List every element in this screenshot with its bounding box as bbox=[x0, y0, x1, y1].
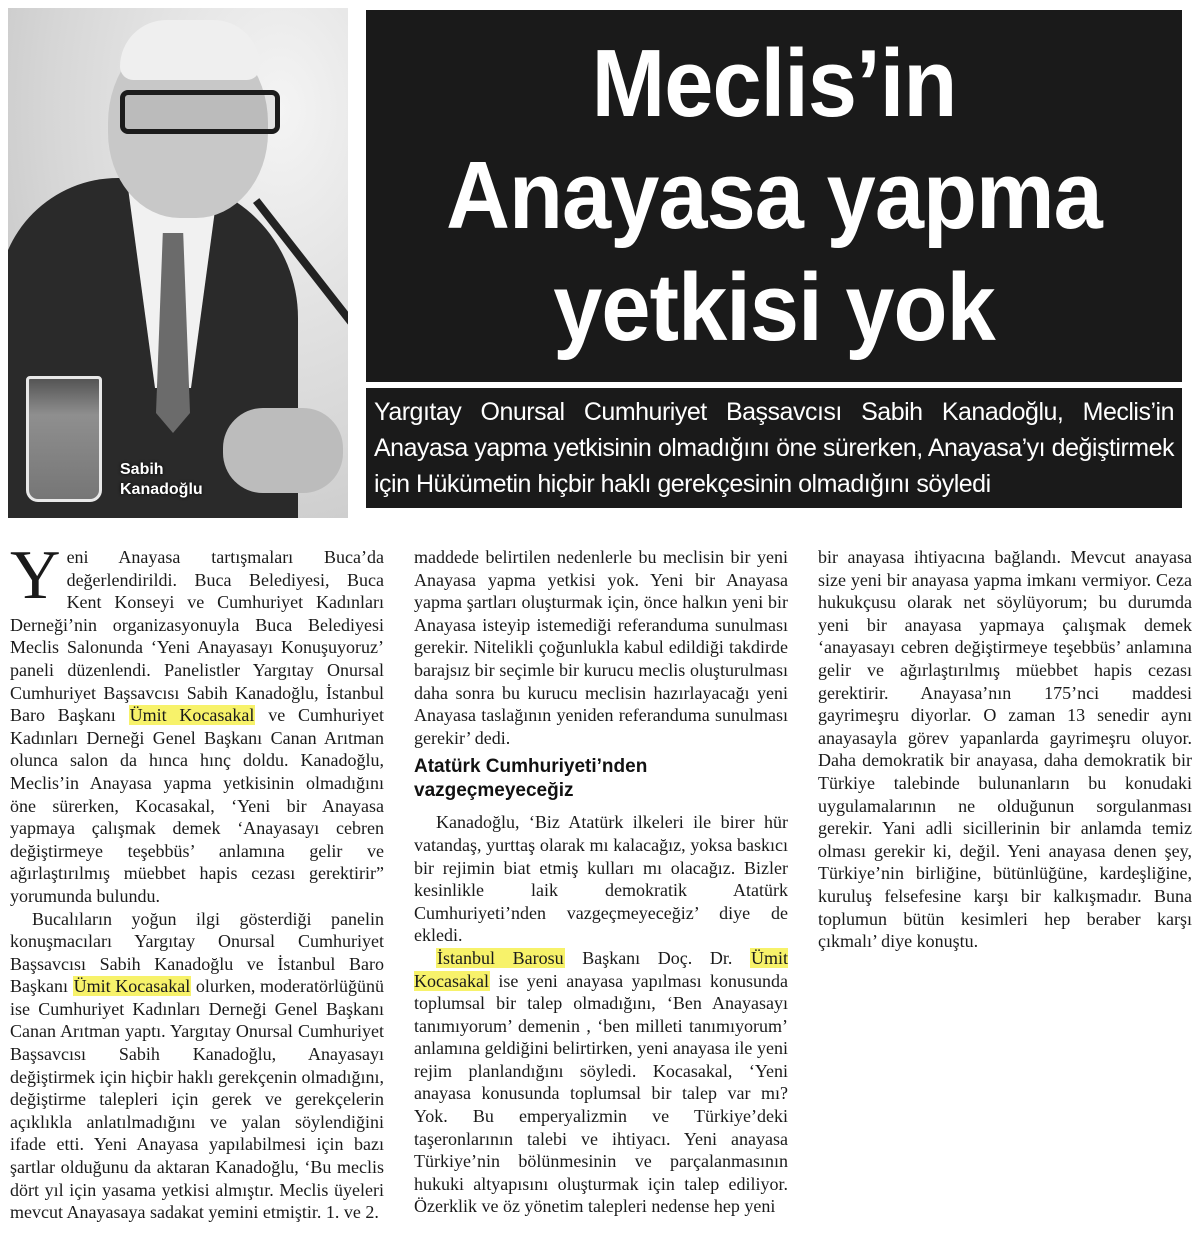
headline-line-3: yetkisi yok bbox=[553, 254, 995, 361]
photo-hair bbox=[120, 20, 260, 80]
paragraph-2-continued bbox=[414, 546, 788, 749]
photo-hand bbox=[223, 408, 343, 493]
highlight-name: Ümit Kocasakal bbox=[414, 947, 789, 991]
paragraph-3: Kanadoğlu, ‘Biz Atatürk ilkeleri ile birer hür vatandaş, yurttaş olarak mı kalacağız, yoksa baskıcı bir rejimin biat etmiş kulları mı olacağız. Bizler kesinlikle laik demokratik Atatürk Cumhuriyeti’nden vazgeçmeyeceğiz’ diye de ekledi. bbox=[414, 812, 788, 946]
paragraph-2-text-c: maddede belirtilen nedenlerle bu meclisin bir yeni Anayasa yapma yetkisi yok. Yeni bir Anayasa yapma şartları oluşturmak için, önce halkın yeni bir Anayasa isteyip istemediği referanduma sunulması gerekir. Nitelikli çoğunlukla kabul edildiği takdirde barajsız bir seçimle bir kurucu meclis oluşturulması daha sonra bu kurucu meclisin hazırlayacağı yeni Anayasa taslağının yeniden referanduma sunulması gerekir’ dedi. bbox=[414, 547, 788, 748]
photo-glasses bbox=[120, 90, 280, 134]
dropcap: Y bbox=[10, 537, 61, 614]
paragraph-1-text-a: eni Anayasa tartışmaları Buca’da değerlendirildi. Buca Belediyesi, Buca Kent Konseyi ve Cumhuriyet Kadınları Derneği’nin organizasyonuyla Buca Belediyesi Meclis Salonunda ‘Yeni Anayasayı Konuşuyoruz’ paneli düzenlendi. Panelistler Yargıtay Onursal Cumhuriyet Başsavcısı Sabih Kanadoğlu, İstanbul Baro Başkanı bbox=[10, 547, 384, 726]
headline-line-1: Meclis’in bbox=[591, 30, 957, 137]
paragraph-4-continued bbox=[818, 546, 1192, 953]
subheadline: Yargıtay Onursal Cumhuriyet Başsavcısı Sabih Kanadoğlu, Meclis’in Anayasa yapma yetkisinin olmadığını öne sürerken, Anayasa’yı değiştirmek için Hükümetin hiçbir haklı gerekçesinin olmadığını söyledi bbox=[374, 398, 1174, 498]
paragraph-1 bbox=[10, 537, 384, 908]
headline-line-2: Anayasa yapma bbox=[446, 142, 1102, 249]
article-column-1 bbox=[10, 537, 384, 1224]
water-glass-icon bbox=[26, 376, 102, 502]
headline bbox=[399, 28, 1150, 364]
paragraph-2-text-b: olurken, moderatörlüğünü ise Cumhuriyet Kadınları Derneği Genel Başkanı Canan Arıtman yaptı. Yargıtay Onursal Cumhuriyet Başsavcısı Sabih Kanadoğlu, Anayasayı değiştirmek için hiçbir haklı gerekçenin olmadığını, değiştirme talepleri için gerek ve gerekçelerin açıklıkla anlatılmadığını ve yalan söylendiğini ifade etti. Yeni Anayasa yapılabilmesi için bazı şartlar olduğunu da aktaran Kanadoğlu, ‘Bu meclis dört yıl için yasama yetkisi almıştır. Meclis üyeleri mevcut Anayasaya sadakat yemini etmiştir. 1. ve 2. bbox=[10, 976, 384, 1223]
paragraph-2-text-a: Bucalıların yoğun ilgi gösterdiği panelin konuşmacıları Yargıtay Onursal Cumhuriyet Başsavcısı Sabih Kanadoğlu ve İstanbul Baro Başkanı bbox=[10, 908, 384, 997]
paragraph-4-text-c: bir anayasa ihtiyacına bağlandı. Mevcut anayasa size yeni bir anayasa yapma imkanı vermiyor. Ceza hukukçusu olarak net söylüyorum; bu durumda yeni bir anayasa yapmaya çalışmak demek ‘anayasayı cebren değiştirmeye teşebbüs’ anlamına gelir ve ağırlaştırılmış müebbet hapis cezası gerektirir. Anayasa’nın 175’nci maddesi gayrimeşru diyorlar. O zaman 13 senedir aynı anayasayla görev yapanlarda gayrimeşru oluyor. Daha demokratik bir anayasa, daha demokratik bir Türkiye talebinde bulunanların bu konudaki uygulamalarının ne olduğunun sorgulanması gerekir. Yani adli sicillerinin bir anlamda temiz olması gerekir ki, değil. Yeni anayasa denen şey, Türkiye’nin birliğine, bütünlüğüne, kardeşliğine, kuruluş felsefesine karşı bir kalkışmadır. Buna toplumun bütün kesimleri hep beraber karşı çıkmalı’ diye konuştu. bbox=[818, 547, 1192, 952]
article-column-2 bbox=[414, 546, 788, 1218]
subheadline-box bbox=[366, 388, 1182, 508]
paragraph-4-text-a: Başkanı Doç. Dr. bbox=[564, 947, 750, 968]
article-column-3 bbox=[818, 546, 1192, 953]
paragraph-2 bbox=[10, 908, 384, 1224]
paragraph-1-text-b: ve Cumhuriyet Kadınları Derneği Genel Başkanı Canan Arıtman olunca salon da hınca hınç doldu. Kanadoğlu, Meclis’in Anayasa yapma yetkisinin olmadığını öne sürerken, Kocasakal, ‘Yeni bir Anayasa yapmaya çalışmak demek ‘Anayasayı cebren değiştirmeye teşebbüs’ anlamına gelir ve ağırlaştırılmış müebbet hapis cezası gerektirir” yorumunda bulundu. bbox=[10, 705, 384, 906]
headline-box bbox=[366, 10, 1182, 382]
highlight-organization: İstanbul Barosu bbox=[437, 947, 564, 968]
section-subtitle: Atatürk Cumhuriyeti’nden vazgeçmeyeceğiz bbox=[414, 756, 648, 802]
photo-caption: Sabih Kanadoğlu bbox=[120, 461, 203, 498]
paragraph-4-text-b: ise yeni anayasa yapılması konusunda toplumsal bir talep olmadığını, ‘Ben Anayasayı tanımıyorum’ demenin , ‘ben milleti tanımıyorum’ anlamına geldiğini belirtirken, yeni anayasa ile yeni rejim planlandığını söyledi. Kocasakal, ‘Yeni anayasa konusunda toplumsal bir talep var mı? Yok. Bu emperyalizmin ve Türkiye’deki taşeronlarının talebi ve ihtiyacı. Yeni anayasa Türkiye’nin bölünmesinin ve parçalanmasının hukuki altyapısını oluşturmak için talep ediliyor. Özerklik ve öz yönetim talepleri nedense hep yeni bbox=[414, 970, 788, 1217]
paragraph-4 bbox=[414, 947, 788, 1218]
article-photo bbox=[8, 8, 348, 518]
highlight-name: Ümit Kocasakal bbox=[129, 705, 255, 726]
highlight-name: Ümit Kocasakal bbox=[73, 976, 191, 997]
